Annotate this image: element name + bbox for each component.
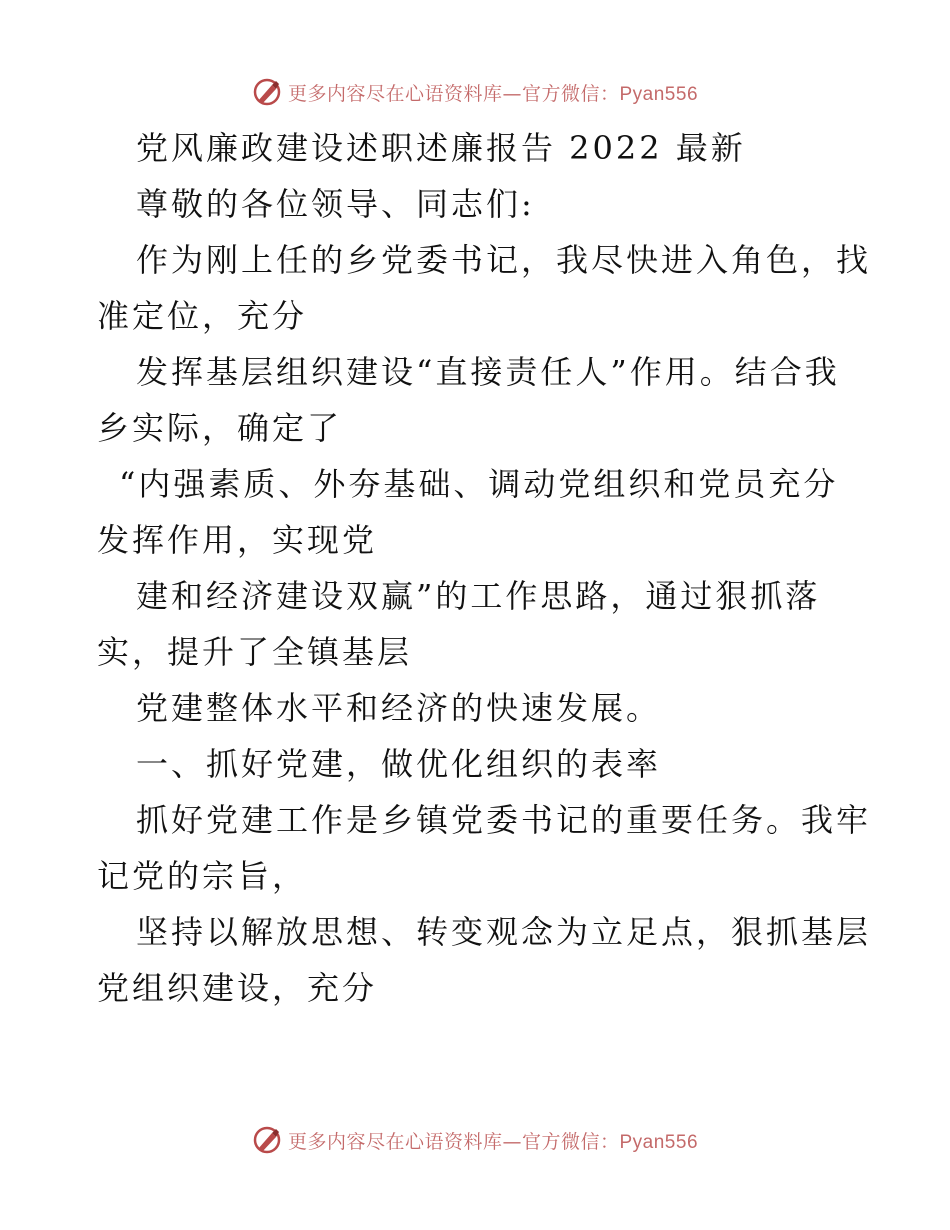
- paragraph-line: “内强素质、外夯基础、调动党组织和党员充分: [119, 465, 839, 503]
- paragraph-line: 记党的宗旨，: [97, 857, 308, 895]
- section-heading: 一、抓好党建，做优化组织的表率: [136, 745, 662, 783]
- footer-watermark: [0, 1120, 950, 1160]
- pen-logo-icon: [252, 77, 282, 107]
- paragraph-line: 建和经济建设双赢”的工作思路，通过狠抓落: [136, 577, 821, 615]
- pen-logo-icon: [252, 1125, 282, 1155]
- document-body: [97, 120, 872, 1016]
- paragraph-line: 作为刚上任的乡党委书记，我尽快进入角色，找: [136, 241, 872, 279]
- watermark-label: 更多内容尽在心语资料库—官方微信：Pyan556: [287, 82, 699, 105]
- paragraph-line: 实，提升了全镇基层: [97, 633, 413, 671]
- paragraph-line: 党组织建设，充分: [97, 969, 378, 1007]
- document-title: 党风廉政建设述职述廉报告 2022 最新: [136, 129, 746, 167]
- watermark-label: 更多内容尽在心语资料库—官方微信：Pyan556: [287, 1130, 699, 1153]
- paragraph-line: 坚持以解放思想、转变观念为立足点，狠抓基层: [136, 913, 872, 951]
- salutation: 尊敬的各位领导、同志们:: [136, 185, 535, 223]
- paragraph-line: 抓好党建工作是乡镇党委书记的重要任务。我牢: [136, 801, 872, 839]
- paragraph-line: 发挥作用，实现党: [97, 521, 378, 559]
- paragraph-line: 党建整体水平和经济的快速发展。: [136, 689, 662, 727]
- paragraph-line: 准定位，充分: [97, 297, 308, 335]
- header-watermark: [0, 72, 950, 112]
- paragraph-line: 乡实际，确定了: [97, 409, 343, 447]
- paragraph-line: 发挥基层组织建设“直接责任人”作用。结合我: [136, 353, 840, 391]
